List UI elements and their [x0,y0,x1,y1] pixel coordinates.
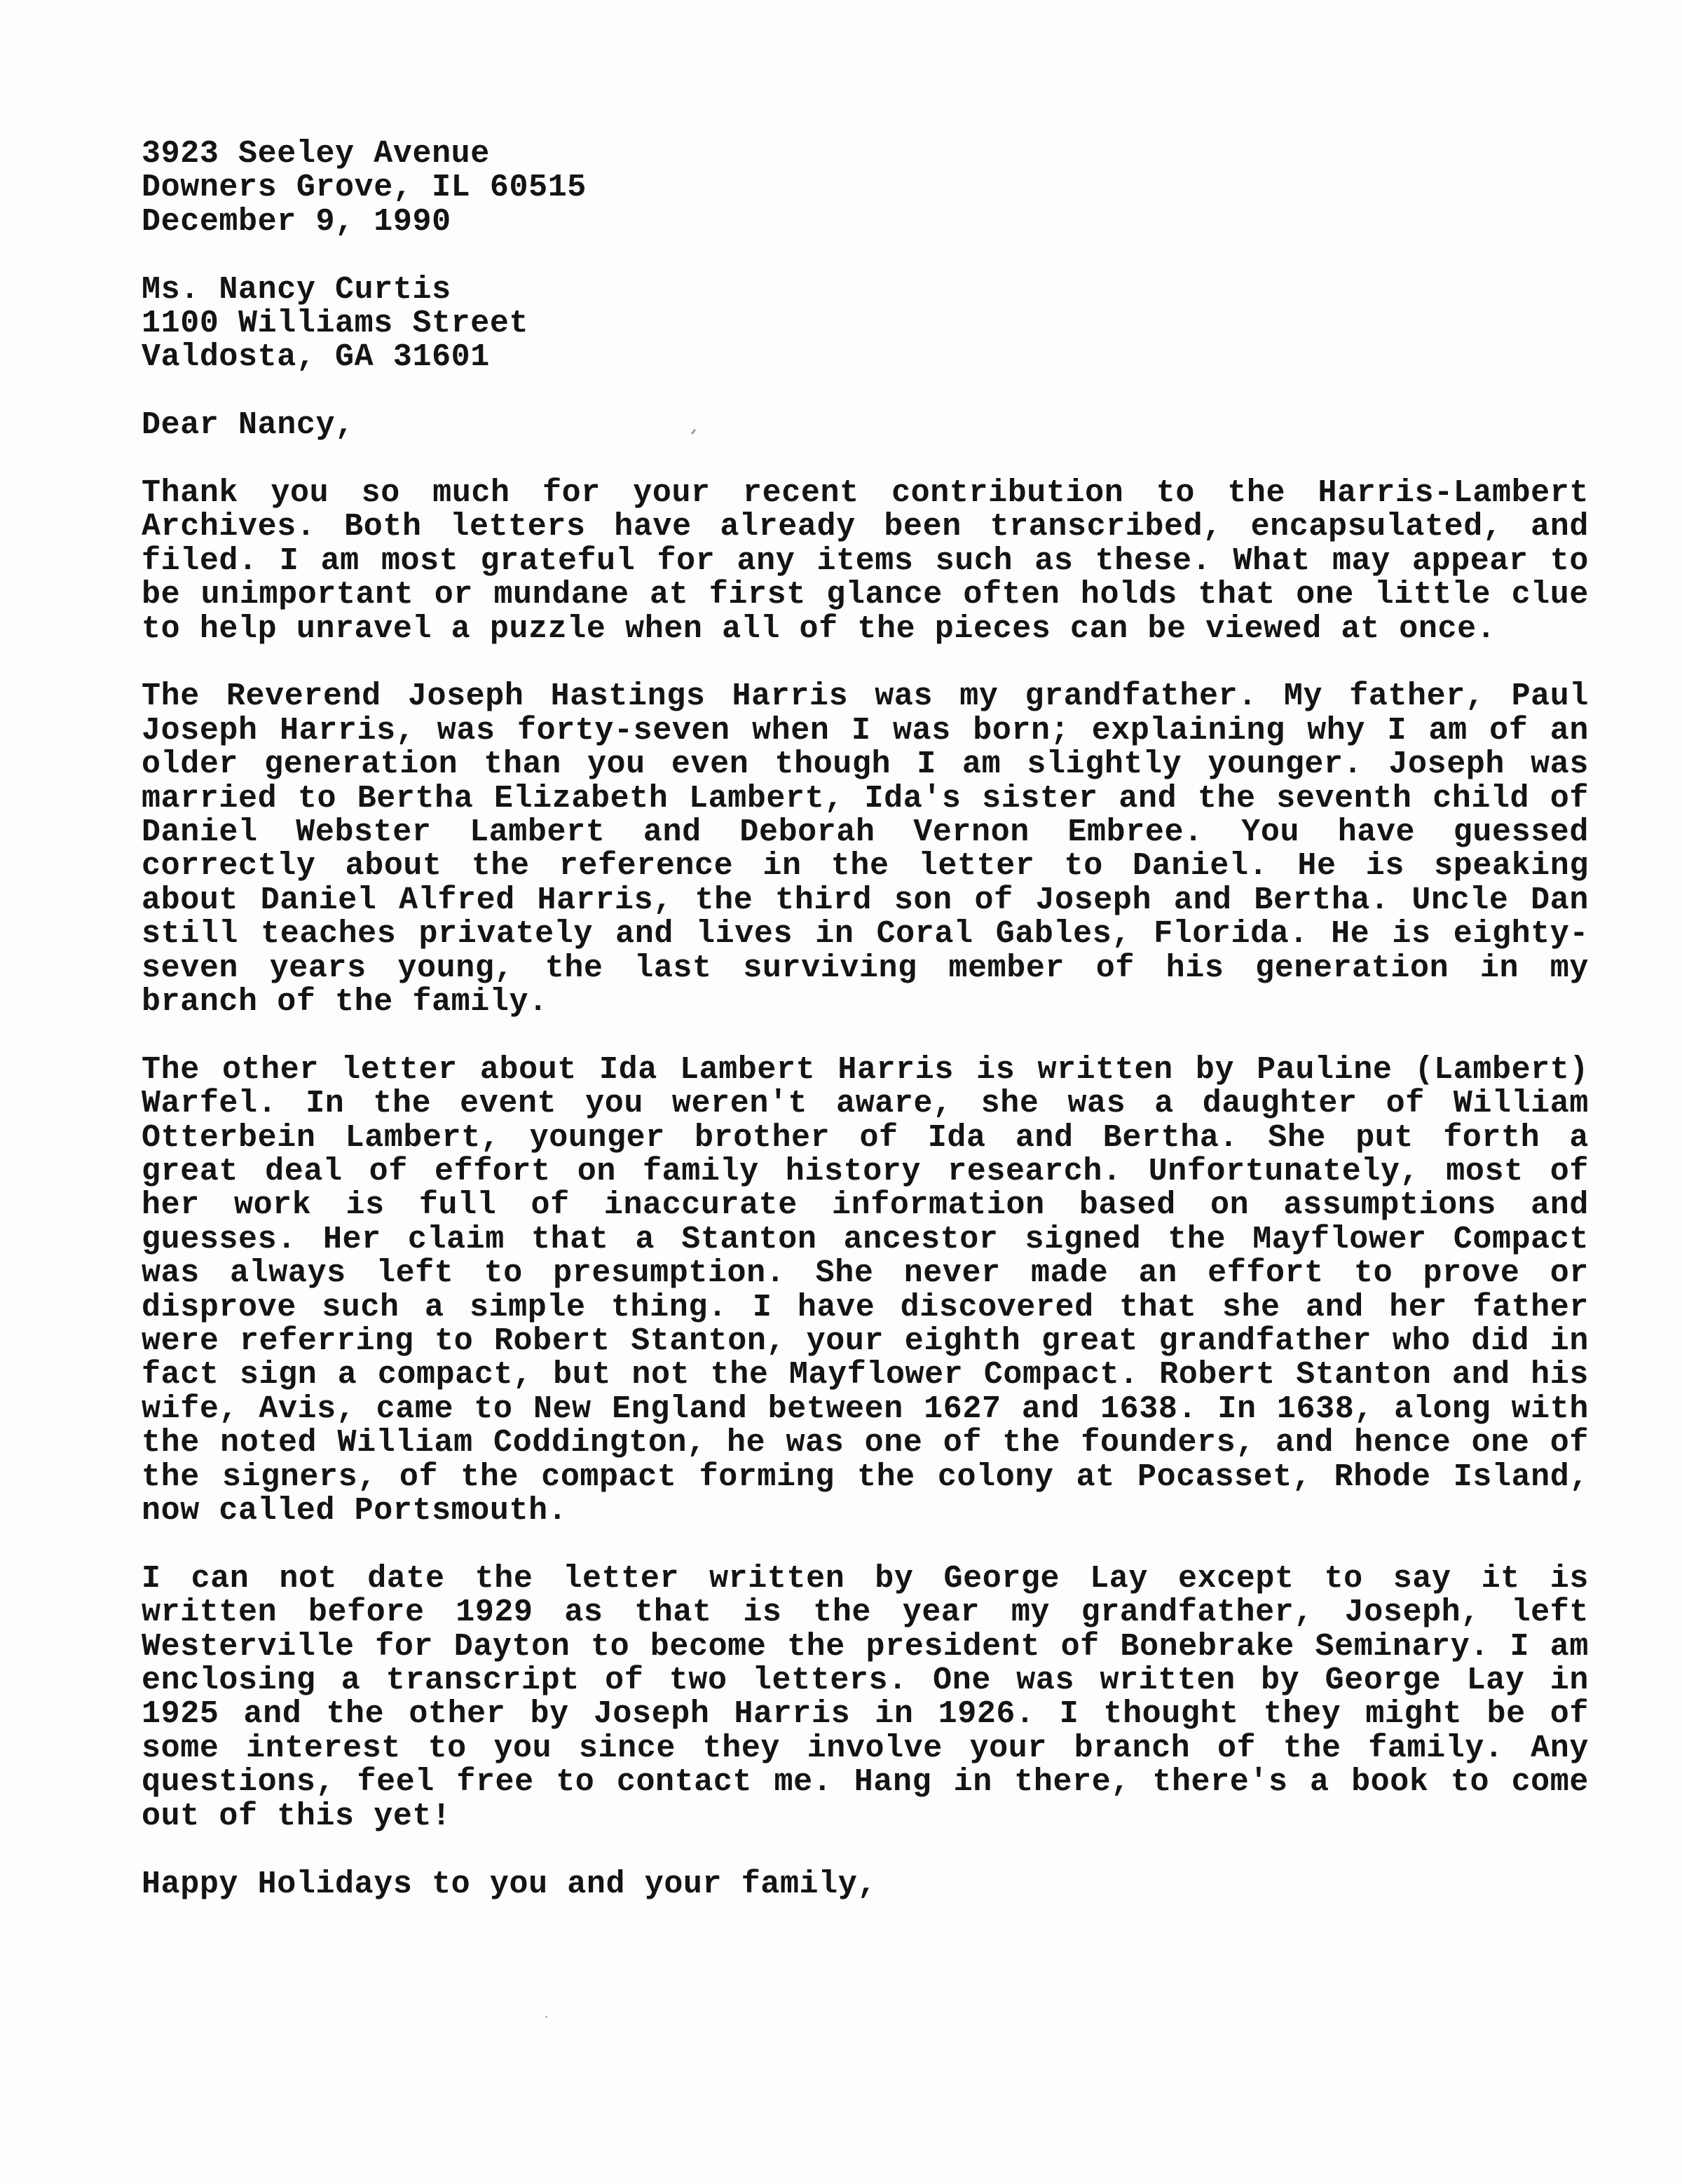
scan-dot [545,2016,547,2018]
spacer [142,375,1606,409]
spacer [142,1528,1606,1562]
sender-address [142,137,1606,239]
recipient-street: 1100 Williams Street [142,305,529,341]
paragraph-4: I can not date the letter written by George Lay except to say it is written before 1929 as that is the year my grandfather, Joseph, left Westerville for Dayton to become the president of Bonebrake Seminary. I am enclosing a transcript of two letters. One was written by George Lay in 1925 and the other by Joseph Harris in 1926. I thought they might be of some interest to you since they involve your branch of the family. Any questions, feel free to contact me. Hang in there, there's a book to come out of this yet! [142,1560,1589,1834]
spacer [142,443,1606,477]
recipient-address [142,273,1606,375]
paragraph-2: The Reverend Joseph Hastings Harris was my grandfather. My father, Paul Joseph Harris, was forty-seven when I was born; explaining why I am of an older generation than you even though I am slightly younger. Joseph was married to Bertha Elizabeth Lambert, Ida's sister and the seventh child of Daniel Webster Lambert and Deborah Vernon Embree. You have guessed correctly about the reference in the letter to Daniel. He is speaking about Daniel Alfred Harris, the third son of Joseph and Bertha. Uncle Dan still teaches privately and lives in Coral Gables, Florida. He is eighty-seven years young, the last surviving member of his generation in my branch of the family. [142,678,1589,1020]
spacer [142,239,1606,273]
sender-city-line: Downers Grove, IL 60515 [142,170,587,206]
spacer [142,646,1606,680]
salutation: Dear Nancy, [142,407,355,444]
letter-body [142,137,1606,1902]
spacer [142,1834,1606,1867]
recipient-city-line: Valdosta, GA 31601 [142,339,490,376]
spacer [142,1019,1606,1053]
paragraph-3: The other letter about Ida Lambert Harris is written by Pauline (Lambert) Warfel. In the event you weren't aware, she was a daughter of William Otterbein Lambert, younger brother of Ida and Bertha. She put forth a great deal of effort on family history research. Unfortunately, most of her work is full of inaccurate information based on assumptions and guesses. Her claim that a Stanton ancestor signed the Mayflower Compact was always left to presumption. She never made an effort to prove or disprove such a simple thing. I have discovered that she and her father were referring to Robert Stanton, your eighth great grandfather who did in fact sign a compact, but not the Mayflower Compact. Robert Stanton and his wife, Avis, came to New England between 1627 and 1638. In 1638, along with the noted William Coddington, he was one of the founders, and hence one of the signers, of the compact forming the colony at Pocasset, Rhode Island, now called Portsmouth. [142,1051,1589,1529]
paragraph-1: Thank you so much for your recent contribution to the Harris-Lambert Archives. Both letters have already been transcribed, encapsulated, and filed. I am most grateful for any items such as these. What may appear to be unimportant or mundane at first glance often holds that one little clue to help unravel a puzzle when all of the pieces can be viewed at once. [142,475,1589,647]
recipient-name: Ms. Nancy Curtis [142,271,451,308]
closing: Happy Holidays to you and your family, [142,1866,877,1902]
letter-date: December 9, 1990 [142,203,451,240]
sender-street: 3923 Seeley Avenue [142,136,490,172]
